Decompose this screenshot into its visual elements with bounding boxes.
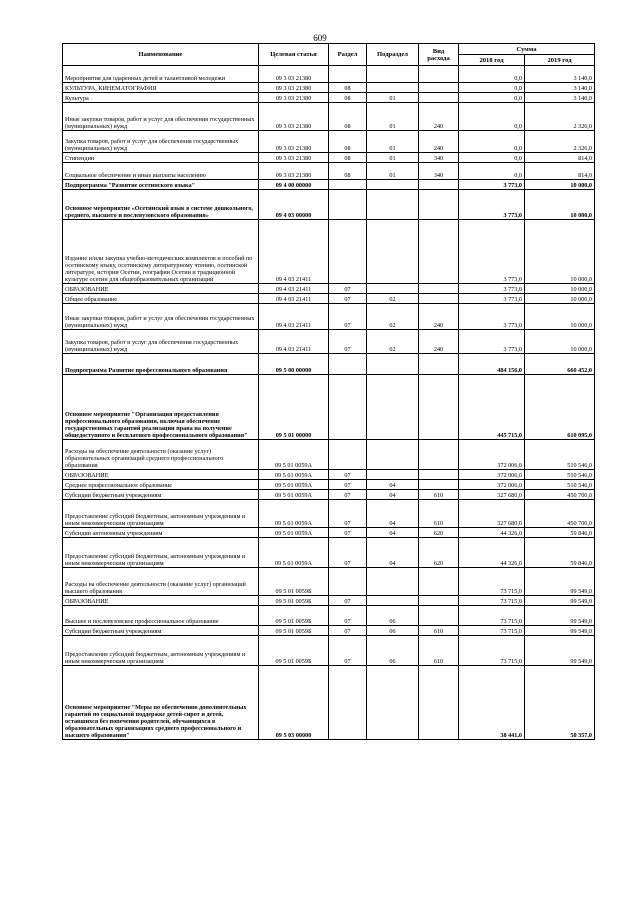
row-2018: 73 715,0 [459, 606, 525, 626]
row-kind: 620 [419, 528, 459, 538]
row-section [329, 190, 367, 220]
row-code: 09 4 03 21411 [259, 304, 329, 330]
table-row [63, 500, 595, 528]
row-subsection [367, 354, 419, 375]
row-code: 09 5 01 0059Б [259, 568, 329, 596]
header-name: Наименование [63, 44, 259, 66]
row-subsection: 04 [367, 538, 419, 568]
row-subsection [367, 440, 419, 470]
row-2018: 372 006,0 [459, 440, 525, 470]
row-code: 09 5 01 0059А [259, 528, 329, 538]
row-section: 07 [329, 330, 367, 354]
row-subsection: 02 [367, 294, 419, 304]
row-kind [419, 180, 459, 190]
row-section: 07 [329, 636, 367, 666]
row-2019: 50 357,0 [525, 666, 595, 740]
header-kind: Вид расхода [419, 44, 459, 66]
row-kind [419, 93, 459, 103]
row-section: 07 [329, 470, 367, 480]
row-code: 09 4 00 00000 [259, 180, 329, 190]
row-kind [419, 666, 459, 740]
row-kind: 340 [419, 163, 459, 180]
table-row [63, 304, 595, 330]
row-subsection [367, 375, 419, 440]
row-code: 09 4 03 00000 [259, 190, 329, 220]
row-name: Иные закупки товаров, работ и услуг для обеспечения государственных (муниципальных) нужд [63, 103, 259, 131]
header-2018: 2018 год [459, 55, 525, 66]
table-row [63, 568, 595, 596]
row-2019: 99 549,0 [525, 606, 595, 626]
row-kind [419, 220, 459, 284]
row-name: Стипендии [63, 153, 259, 163]
row-2018: 3 773,0 [459, 330, 525, 354]
row-code: 09 5 01 0059Б [259, 606, 329, 626]
row-2018: 0,0 [459, 83, 525, 93]
row-2018: 372 006,0 [459, 470, 525, 480]
row-2018: 0,0 [459, 153, 525, 163]
row-2018: 73 715,0 [459, 626, 525, 636]
row-name: Основное мероприятие «Осетинский язык в системе дошкольного, среднего, высшего и послевузовского образования» [63, 190, 259, 220]
row-code: 09 5 01 0059А [259, 490, 329, 500]
row-2018: 3 773,0 [459, 304, 525, 330]
row-name: Социальное обеспечение и иные выплаты населению [63, 163, 259, 180]
row-subsection [367, 66, 419, 83]
table-row [63, 131, 595, 153]
table-row [63, 294, 595, 304]
row-name: Основное мероприятие "Меры по обеспечению дополнительных гарантий по социальной поддержке детей-сирот и детей, оставшихся без попечения родителей, обучающихся в образовательных организациях среднего профессионального и высшего образования" [63, 666, 259, 740]
row-code: 09 5 00 00000 [259, 354, 329, 375]
row-kind: 240 [419, 103, 459, 131]
row-2018: 3 773,0 [459, 180, 525, 190]
row-section [329, 354, 367, 375]
row-name: Закупка товаров, работ и услуг для обеспечения государственных (муниципальных) нужд [63, 131, 259, 153]
row-kind: 610 [419, 636, 459, 666]
row-code: 09 4 03 21411 [259, 294, 329, 304]
row-section: 07 [329, 480, 367, 490]
row-2018: 0,0 [459, 93, 525, 103]
row-2018: 3 773,0 [459, 220, 525, 284]
row-name: Основное мероприятие "Организация предоставления профессионального образования, включая обеспечение государственных гарантий реализации права на получение общедоступного и бесплатного профессионального образования" [63, 375, 259, 440]
table-row [63, 103, 595, 131]
row-subsection: 01 [367, 153, 419, 163]
row-code: 09 5 01 0059А [259, 480, 329, 490]
table-row [63, 153, 595, 163]
table-row [63, 375, 595, 440]
row-code: 09 5 01 0059А [259, 440, 329, 470]
row-code: 09 3 03 21380 [259, 163, 329, 180]
row-2019: 3 140,0 [525, 93, 595, 103]
row-2019: 660 452,0 [525, 354, 595, 375]
table-row [63, 440, 595, 470]
row-2018: 3 773,0 [459, 284, 525, 294]
row-section [329, 66, 367, 83]
row-name: Подпрограмма "Развитие осетинского языка" [63, 180, 259, 190]
row-kind [419, 294, 459, 304]
row-kind: 240 [419, 330, 459, 354]
row-kind [419, 375, 459, 440]
header-sum: Сумма [459, 44, 595, 55]
row-subsection: 01 [367, 131, 419, 153]
row-code: 09 5 01 00000 [259, 375, 329, 440]
row-code: 09 3 03 21380 [259, 93, 329, 103]
row-2018: 0,0 [459, 131, 525, 153]
row-2018: 38 441,0 [459, 666, 525, 740]
row-2019: 10 000,0 [525, 304, 595, 330]
row-2018: 73 715,0 [459, 568, 525, 596]
row-name: КУЛЬТУРА, КИНЕМАТОГРАФИЯ [63, 83, 259, 93]
row-code: 09 5 01 0059Б [259, 636, 329, 666]
row-name: Культура [63, 93, 259, 103]
row-section: 08 [329, 83, 367, 93]
row-2019: 2 326,0 [525, 103, 595, 131]
row-subsection [367, 220, 419, 284]
row-2018: 0,0 [459, 163, 525, 180]
row-2019: 814,0 [525, 153, 595, 163]
row-2019: 450 700,0 [525, 500, 595, 528]
row-subsection: 01 [367, 103, 419, 131]
row-2018: 73 715,0 [459, 596, 525, 606]
row-name: ОБРАЗОВАНИЕ [63, 470, 259, 480]
row-2019: 610 095,0 [525, 375, 595, 440]
row-subsection: 02 [367, 330, 419, 354]
row-section: 07 [329, 606, 367, 626]
row-name: Расходы на обеспечение деятельности (оказание услуг) организаций высшего образования [63, 568, 259, 596]
row-kind [419, 606, 459, 626]
row-subsection: 01 [367, 93, 419, 103]
table-row [63, 636, 595, 666]
row-name: Субсидии бюджетным учреждениям [63, 626, 259, 636]
row-section [329, 666, 367, 740]
table-row [63, 470, 595, 480]
row-code: 09 3 03 21380 [259, 103, 329, 131]
table-row [63, 490, 595, 500]
row-section: 08 [329, 163, 367, 180]
row-subsection [367, 284, 419, 294]
row-kind [419, 83, 459, 93]
row-name: Предоставление субсидий бюджетным, автономным учреждениям и иным некоммерческим организациям [63, 500, 259, 528]
row-section [329, 440, 367, 470]
row-subsection [367, 190, 419, 220]
table-row [63, 220, 595, 284]
row-2019: 510 546,0 [525, 470, 595, 480]
row-kind [419, 66, 459, 83]
row-2018: 327 680,0 [459, 490, 525, 500]
row-kind: 340 [419, 153, 459, 163]
row-name: Иные закупки товаров, работ и услуг для обеспечения государственных (муниципальных) нужд [63, 304, 259, 330]
row-2018: 372 006,0 [459, 480, 525, 490]
row-2018: 484 156,0 [459, 354, 525, 375]
row-2019: 2 326,0 [525, 131, 595, 153]
row-subsection [367, 470, 419, 480]
table-row [63, 626, 595, 636]
row-section [329, 568, 367, 596]
row-kind [419, 480, 459, 490]
row-kind: 610 [419, 500, 459, 528]
table-body [63, 66, 595, 740]
row-name: ОБРАЗОВАНИЕ [63, 596, 259, 606]
row-section: 08 [329, 103, 367, 131]
row-2018: 44 326,0 [459, 528, 525, 538]
table-row [63, 180, 595, 190]
row-name: Общее образование [63, 294, 259, 304]
row-code: 09 4 03 21411 [259, 284, 329, 294]
row-kind [419, 440, 459, 470]
row-2019: 99 549,0 [525, 596, 595, 606]
row-2019: 450 700,0 [525, 490, 595, 500]
row-subsection: 04 [367, 528, 419, 538]
row-subsection: 06 [367, 606, 419, 626]
table-row [63, 528, 595, 538]
row-subsection [367, 83, 419, 93]
header-section: Раздел [329, 44, 367, 66]
row-section: 07 [329, 538, 367, 568]
row-subsection [367, 568, 419, 596]
row-name: Субсидии бюджетным учреждениям [63, 490, 259, 500]
row-name: Предоставление субсидий бюджетным, автономным учреждениям и иным некоммерческим организациям [63, 538, 259, 568]
row-2018: 3 773,0 [459, 190, 525, 220]
table-row [63, 93, 595, 103]
row-section: 07 [329, 490, 367, 500]
row-kind [419, 190, 459, 220]
row-2018: 327 680,0 [459, 500, 525, 528]
table-row [63, 66, 595, 83]
row-2019: 10 000,0 [525, 284, 595, 294]
row-2019: 10 000,0 [525, 330, 595, 354]
row-name: ОБРАЗОВАНИЕ [63, 284, 259, 294]
header-target: Целевая статья [259, 44, 329, 66]
table-row [63, 330, 595, 354]
row-code: 09 5 01 0059Б [259, 596, 329, 606]
table-row [63, 190, 595, 220]
row-subsection: 06 [367, 626, 419, 636]
row-section: 07 [329, 304, 367, 330]
row-code: 09 3 03 21380 [259, 131, 329, 153]
row-kind: 610 [419, 490, 459, 500]
row-2019: 59 846,0 [525, 528, 595, 538]
row-2018: 3 773,0 [459, 294, 525, 304]
row-subsection [367, 666, 419, 740]
row-kind [419, 354, 459, 375]
row-kind [419, 596, 459, 606]
row-section: 07 [329, 294, 367, 304]
row-kind: 240 [419, 304, 459, 330]
row-code: 09 3 03 21380 [259, 66, 329, 83]
row-2018: 44 326,0 [459, 538, 525, 568]
row-code: 09 5 03 00000 [259, 666, 329, 740]
row-2019: 510 546,0 [525, 480, 595, 490]
row-section: 08 [329, 93, 367, 103]
row-subsection: 01 [367, 163, 419, 180]
row-section: 07 [329, 500, 367, 528]
row-2019: 814,0 [525, 163, 595, 180]
row-2018: 0,0 [459, 103, 525, 131]
row-name: Высшее и послевузовское профессиональное образование [63, 606, 259, 626]
row-2019: 59 846,0 [525, 538, 595, 568]
table-row [63, 480, 595, 490]
row-2019: 3 140,0 [525, 83, 595, 93]
row-section: 07 [329, 626, 367, 636]
row-subsection: 02 [367, 304, 419, 330]
row-name: Подпрограмма Развитие профессионального образования [63, 354, 259, 375]
row-name: Мероприятия для одаренных детей и талантливой молодежи [63, 66, 259, 83]
row-section: 07 [329, 528, 367, 538]
row-2019: 10 000,0 [525, 180, 595, 190]
row-code: 09 4 03 21411 [259, 330, 329, 354]
row-kind [419, 568, 459, 596]
row-2019: 10 000,0 [525, 294, 595, 304]
row-2019: 99 549,0 [525, 568, 595, 596]
table-row [63, 666, 595, 740]
row-section [329, 375, 367, 440]
row-subsection [367, 180, 419, 190]
budget-table [62, 43, 595, 740]
row-subsection: 04 [367, 480, 419, 490]
table-row [63, 284, 595, 294]
row-code: 09 5 01 0059А [259, 500, 329, 528]
header-2019: 2019 год [525, 55, 595, 66]
row-subsection [367, 596, 419, 606]
row-section: 07 [329, 284, 367, 294]
row-2019: 10 000,0 [525, 220, 595, 284]
row-kind: 240 [419, 131, 459, 153]
table-row [63, 606, 595, 626]
row-code: 09 5 01 0059Б [259, 626, 329, 636]
row-name: Издание и/или закупка учебно-методических комплектов и пособий по осетинскому языку, осетинскому литературному чтению, осетинской литературе, истории Осетии, географии Осетии и традиционной культуре осетин для общеобразовательных организаций [63, 220, 259, 284]
page-number: 609 [313, 33, 327, 43]
row-code: 09 5 01 0059А [259, 470, 329, 480]
row-name: Расходы на обеспечение деятельности (оказание услуг) образовательных организаций среднего профессионального образования [63, 440, 259, 470]
row-name: Субсидии автономным учреждениям [63, 528, 259, 538]
row-subsection: 04 [367, 500, 419, 528]
row-2018: 73 715,0 [459, 636, 525, 666]
row-section: 08 [329, 131, 367, 153]
row-2018: 0,0 [459, 66, 525, 83]
row-kind: 620 [419, 538, 459, 568]
row-kind [419, 284, 459, 294]
table-row [63, 163, 595, 180]
row-2019: 510 546,0 [525, 440, 595, 470]
row-name: Среднее профессиональное образование [63, 480, 259, 490]
row-name: Закупка товаров, работ и услуг для обеспечения государственных (муниципальных) нужд [63, 330, 259, 354]
row-code: 09 5 01 0059А [259, 538, 329, 568]
row-code: 09 4 03 21411 [259, 220, 329, 284]
table-row [63, 83, 595, 93]
row-code: 09 3 03 21380 [259, 83, 329, 93]
table-row [63, 538, 595, 568]
header-subsection: Подраздел [367, 44, 419, 66]
row-2019: 3 140,0 [525, 66, 595, 83]
row-subsection: 04 [367, 490, 419, 500]
table-row [63, 354, 595, 375]
row-section [329, 180, 367, 190]
row-2019: 10 000,0 [525, 190, 595, 220]
row-kind [419, 470, 459, 480]
row-subsection: 06 [367, 636, 419, 666]
row-section: 07 [329, 596, 367, 606]
row-kind: 610 [419, 626, 459, 636]
row-section [329, 220, 367, 284]
row-2019: 99 549,0 [525, 636, 595, 666]
table-row [63, 596, 595, 606]
row-code: 09 3 03 21380 [259, 153, 329, 163]
row-2019: 99 549,0 [525, 626, 595, 636]
row-section: 08 [329, 153, 367, 163]
row-name: Предоставление субсидий бюджетным, автономным учреждениям и иным некоммерческим организациям [63, 636, 259, 666]
row-2018: 445 715,0 [459, 375, 525, 440]
